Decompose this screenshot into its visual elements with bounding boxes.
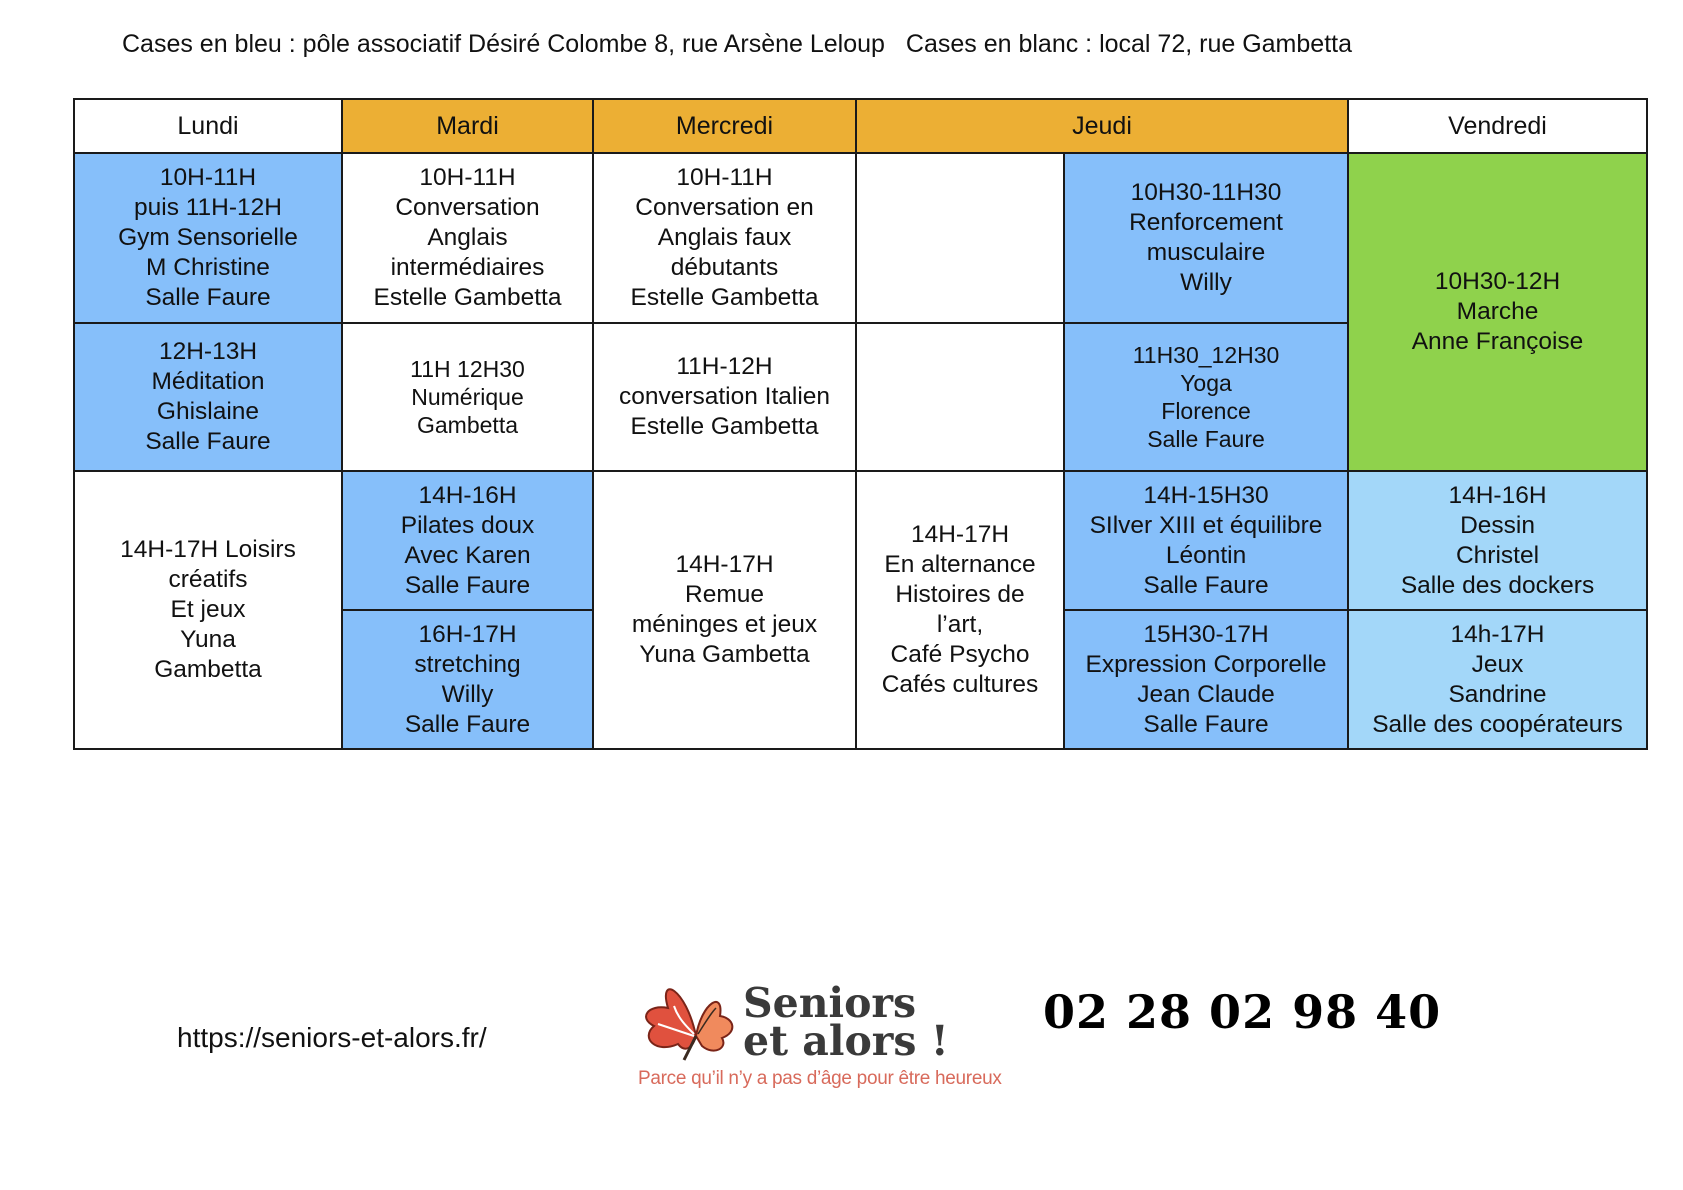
cell-line: En alternance bbox=[884, 551, 1036, 578]
phone-number: 02 28 02 98 40 bbox=[1043, 985, 1442, 1039]
logo-line-2: et alors ! bbox=[743, 1017, 949, 1065]
legend-white: Cases en blanc : local 72, rue Gambetta bbox=[905, 30, 1352, 58]
logo bbox=[638, 978, 1002, 1093]
cell-mardi-1 bbox=[342, 153, 593, 323]
cell-line: 14H-17H bbox=[910, 521, 1010, 548]
cell-lundi-2 bbox=[74, 323, 342, 471]
cell-line: intermédiaires bbox=[390, 254, 545, 281]
cell-mardi-3a bbox=[342, 471, 593, 610]
cell-line: 14H-17H bbox=[675, 551, 774, 578]
cell-jeudi-a-3 bbox=[856, 471, 1064, 749]
logo-name bbox=[743, 979, 949, 1065]
cell-line: stretching bbox=[414, 650, 521, 678]
cell-line: Remue bbox=[685, 581, 764, 608]
logo-tagline: Parce qu’il n’y a pas d’âge pour être heureux bbox=[638, 1068, 1002, 1089]
day-header-lundi: Lundi bbox=[74, 99, 342, 153]
cell-jeudi-b-3b bbox=[1064, 610, 1348, 749]
cell-line: conversation Italien bbox=[618, 383, 831, 410]
cell-line: Gym Sensorielle bbox=[118, 224, 298, 251]
cell-jeudi-b-1 bbox=[1064, 153, 1348, 323]
cell-lundi-3 bbox=[74, 471, 342, 749]
morning-row-1 bbox=[74, 153, 1647, 323]
cell-mercredi-2 bbox=[593, 323, 856, 471]
cell-line: Willy bbox=[441, 680, 494, 708]
cell-line: 10H30-11H30 bbox=[1130, 179, 1282, 206]
cell-line: Anne Françoise bbox=[1411, 328, 1584, 355]
cell-line: SIlver XIII et équilibre bbox=[1089, 511, 1323, 539]
cell-line: Yuna bbox=[180, 626, 236, 653]
legend bbox=[122, 30, 1352, 59]
cell-line: Méditation bbox=[151, 368, 265, 395]
cell-jeudi-b-3a bbox=[1064, 471, 1348, 610]
cell-jeudi-b-2 bbox=[1064, 323, 1348, 471]
cell-line: Renforcement bbox=[1129, 209, 1283, 236]
cell-line: 14H-16H bbox=[418, 481, 517, 509]
cell-line: Numérique bbox=[411, 384, 524, 410]
cell-line: Salle des coopérateurs bbox=[1372, 710, 1623, 738]
cell-vendredi-3b bbox=[1348, 610, 1647, 749]
cell-line: 14H-16H bbox=[1448, 481, 1547, 509]
cell-vendredi-3a bbox=[1348, 471, 1647, 610]
cell-line: 11H 12H30 bbox=[410, 356, 525, 382]
cell-line: Christel bbox=[1455, 541, 1540, 569]
cell-line: 14h-17H bbox=[1450, 620, 1545, 648]
cell-line: Conversation bbox=[395, 194, 540, 221]
cell-lundi-1 bbox=[74, 153, 342, 323]
cell-line: Salle Faure bbox=[145, 284, 271, 311]
schedule-table bbox=[73, 98, 1648, 750]
cell-line: Estelle Gambetta bbox=[373, 284, 562, 311]
cell-line: 10H30-12H bbox=[1434, 268, 1561, 295]
cell-line: Gambetta bbox=[154, 656, 262, 683]
cell-line: Willy bbox=[1180, 269, 1232, 296]
day-header-mercredi: Mercredi bbox=[593, 99, 856, 153]
cell-line: 15H30-17H bbox=[1143, 620, 1269, 648]
cell-line: 10H-11H bbox=[419, 164, 516, 191]
logo-line-1: Seniors bbox=[743, 979, 917, 1027]
cell-line: Sandrine bbox=[1448, 680, 1547, 708]
legend-blue: Cases en bleu : pôle associatif Désiré Colombe 8, rue Arsène Leloup bbox=[122, 30, 885, 58]
cell-line: Salle Faure bbox=[404, 571, 531, 599]
cell-mercredi-1 bbox=[593, 153, 856, 323]
cell-line: Et jeux bbox=[170, 596, 246, 623]
cell-vendredi-1 bbox=[1348, 153, 1647, 471]
cell-line: puis 11H-12H bbox=[134, 194, 282, 221]
cell-line: Estelle Gambetta bbox=[630, 284, 819, 311]
cell-line: Marche bbox=[1456, 298, 1539, 325]
cell-line: Anglais faux bbox=[657, 224, 792, 251]
cell-line: 11H-12H bbox=[676, 353, 773, 380]
afternoon-row-1 bbox=[74, 471, 1647, 610]
cell-line: Avec Karen bbox=[404, 541, 531, 569]
cell-line: Gambetta bbox=[417, 412, 518, 438]
cell-line: Jeux bbox=[1471, 650, 1524, 678]
cell-line: Estelle Gambetta bbox=[630, 413, 819, 440]
cell-line: Salle Faure bbox=[145, 428, 271, 455]
cell-line: Cafés cultures bbox=[881, 671, 1039, 698]
cell-line: 16H-17H bbox=[418, 620, 517, 648]
cell-line: 14H-15H30 bbox=[1143, 481, 1269, 509]
cell-line: Jean Claude bbox=[1137, 680, 1275, 708]
cell-line: 10H-11H bbox=[676, 164, 773, 191]
cell-line: M Christine bbox=[146, 254, 270, 281]
cell-jeudi-a-1 bbox=[856, 153, 1064, 323]
day-header-vendredi: Vendredi bbox=[1348, 99, 1647, 153]
cell-mardi-2 bbox=[342, 323, 593, 471]
butterfly-icon bbox=[638, 978, 748, 1066]
cell-line: Salle Faure bbox=[1147, 426, 1265, 452]
cell-line: musculaire bbox=[1146, 239, 1266, 266]
cell-line: Anglais bbox=[427, 224, 508, 251]
cell-line: Salle Faure bbox=[1143, 710, 1269, 738]
cell-mardi-3b bbox=[342, 610, 593, 749]
cell-mercredi-3 bbox=[593, 471, 856, 749]
cell-line: 11H30_12H30 bbox=[1132, 342, 1280, 368]
cell-line: Expression Corporelle bbox=[1085, 650, 1327, 678]
cell-line: Léontin bbox=[1165, 541, 1247, 569]
cell-line: l’art, bbox=[936, 611, 984, 638]
cell-jeudi-a-2 bbox=[856, 323, 1064, 471]
cell-line: 14H-17H Loisirs bbox=[120, 536, 296, 563]
cell-line: Dessin bbox=[1460, 511, 1535, 539]
website-link[interactable]: https://seniors-et-alors.fr/ bbox=[177, 1022, 487, 1053]
day-header-jeudi: Jeudi bbox=[856, 99, 1348, 153]
cell-line: Ghislaine bbox=[156, 398, 260, 425]
cell-line: méninges et jeux bbox=[631, 611, 818, 638]
cell-line: Florence bbox=[1161, 398, 1251, 424]
cell-line: Salle Faure bbox=[404, 710, 531, 738]
cell-line: Café Psycho bbox=[890, 641, 1030, 668]
cell-line: Histoires de bbox=[895, 581, 1025, 608]
cell-line: Salle Faure bbox=[1143, 571, 1269, 599]
cell-line: Yoga bbox=[1180, 370, 1232, 396]
cell-line: débutants bbox=[670, 254, 779, 281]
cell-line: Pilates doux bbox=[400, 511, 535, 539]
header-row bbox=[74, 99, 1647, 153]
day-header-mardi: Mardi bbox=[342, 99, 593, 153]
cell-line: Salle des dockers bbox=[1400, 571, 1595, 599]
cell-line: Yuna Gambetta bbox=[639, 641, 810, 668]
cell-line: créatifs bbox=[168, 566, 248, 593]
cell-line: 12H-13H bbox=[158, 338, 258, 365]
cell-line: 10H-11H bbox=[159, 164, 257, 191]
cell-line: Conversation en bbox=[635, 194, 814, 221]
